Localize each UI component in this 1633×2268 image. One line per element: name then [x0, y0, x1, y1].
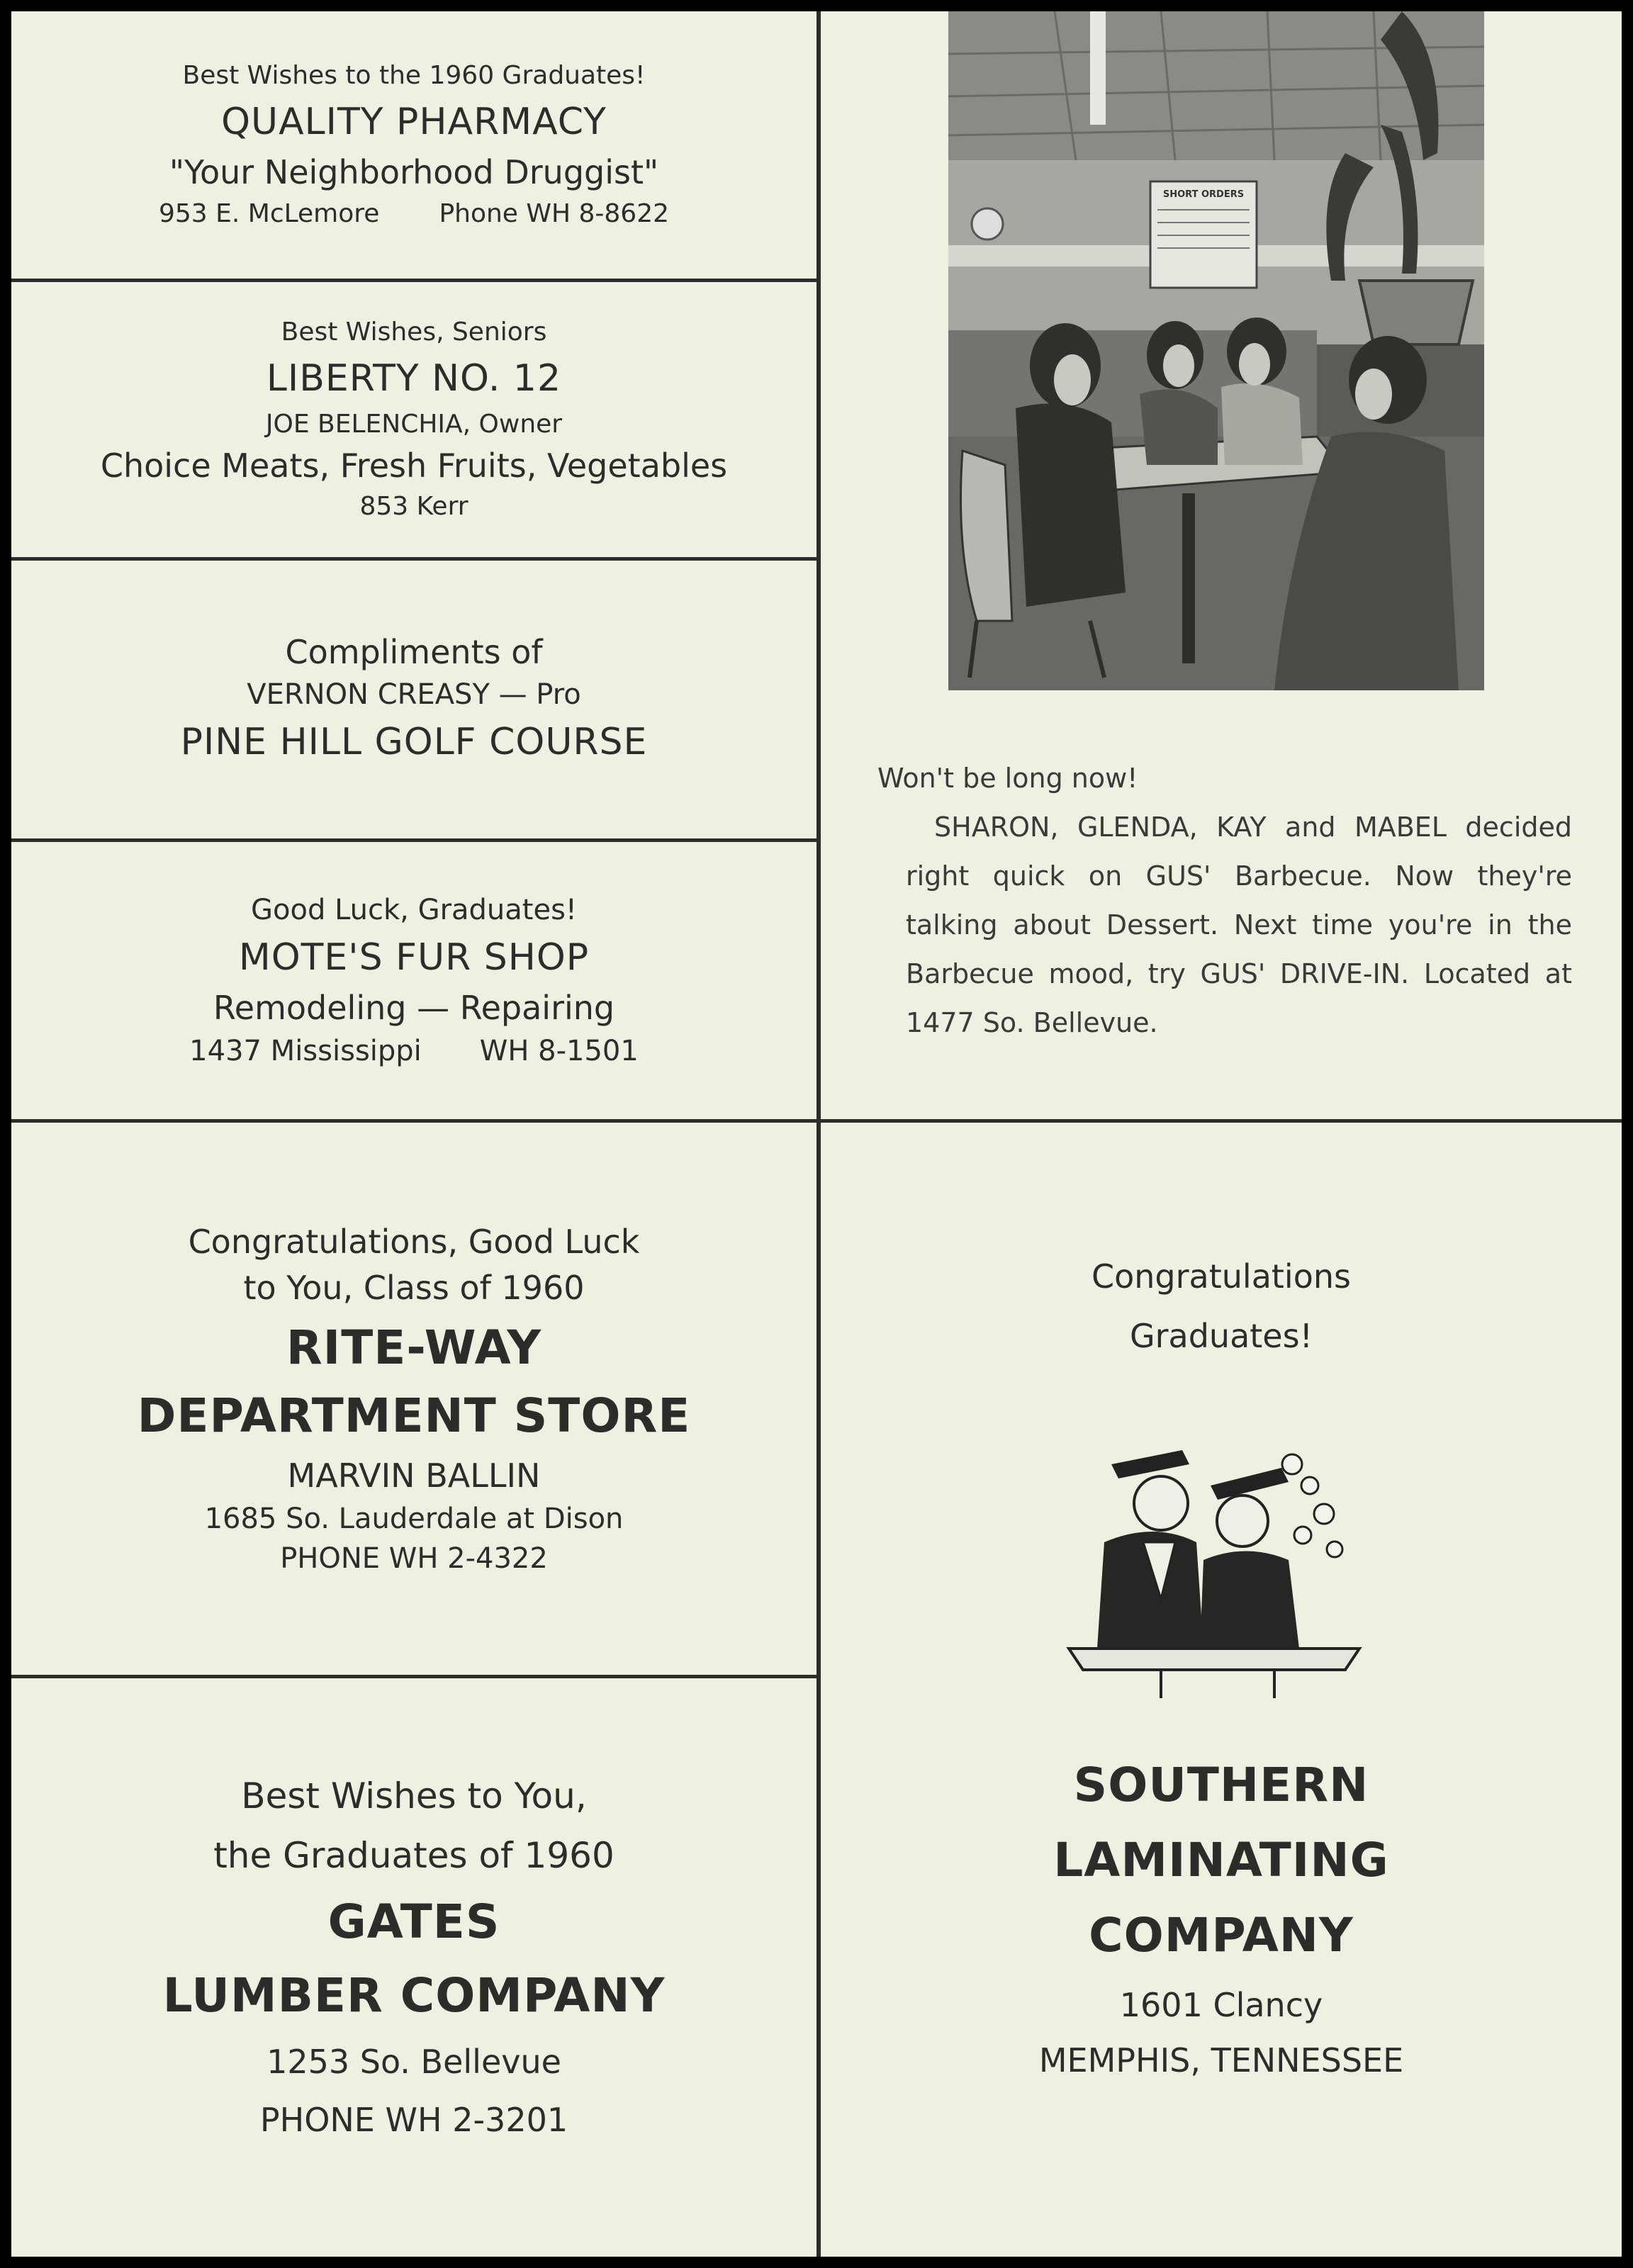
ad-city: MEMPHIS, TENNESSEE — [1038, 2041, 1404, 2079]
ad-address: 1253 So. Bellevue — [266, 2043, 561, 2081]
ad-southern-laminating-greeting — [821, 1246, 1622, 1366]
ad-greeting: Congratulations — [1092, 1257, 1351, 1296]
ad-address: 853 Kerr — [359, 492, 468, 522]
ad-motes-fur-shop — [11, 842, 816, 1119]
ad-business-name: PINE HILL GOLF COURSE — [180, 721, 648, 764]
ad-business-name: COMPANY — [1089, 1908, 1354, 1963]
ad-liberty — [11, 282, 816, 557]
short-orders-sign-text: SHORT ORDERS — [1162, 189, 1245, 200]
mortarboard-icon — [1111, 1450, 1189, 1478]
ad-business-name: SOUTHERN — [1073, 1758, 1369, 1812]
ad-phone: Phone WH 8-8622 — [439, 198, 670, 228]
ad-greeting: Graduates! — [1129, 1317, 1313, 1355]
ad-pro: VERNON CREASY — Pro — [247, 678, 581, 712]
ad-business-name: MOTE'S FUR SHOP — [238, 936, 590, 979]
ad-southern-laminating — [821, 1748, 1622, 2116]
ad-business-name: LIBERTY NO. 12 — [266, 357, 562, 400]
ad-address: 1601 Clancy — [1119, 1986, 1323, 2024]
graduates-cartoon — [1055, 1436, 1374, 1705]
ad-slogan: "Your Neighborhood Druggist" — [169, 153, 659, 192]
ad-contact-row — [189, 1031, 639, 1071]
ad-business-name: DEPARTMENT STORE — [137, 1388, 691, 1443]
ad-owner: MARVIN BALLIN — [287, 1456, 541, 1495]
caption-lead: Won't be long now! — [877, 763, 1138, 794]
ad-address: 953 E. McLemore — [158, 198, 380, 228]
ad-greeting: Best Wishes to the 1960 Graduates! — [182, 61, 646, 91]
ad-phone: PHONE WH 2-4322 — [280, 1542, 548, 1575]
ad-contact-row — [159, 196, 669, 232]
diner-photo — [948, 11, 1484, 690]
ad-greeting: Best Wishes, Seniors — [281, 317, 547, 347]
gus-drive-in-caption — [877, 754, 1572, 1048]
ad-owner: JOE BELENCHIA, Owner — [265, 409, 563, 439]
ad-business-name: GATES — [327, 1894, 500, 1949]
ad-address: 1685 So. Lauderdale at Dison — [204, 1502, 624, 1535]
ad-pine-hill — [11, 561, 816, 838]
ad-business-name: RITE-WAY — [286, 1320, 542, 1376]
ad-greeting: Best Wishes to You, — [241, 1775, 587, 1817]
yearbook-ad-page — [11, 11, 1622, 2257]
ad-business-name: LAMINATING — [1053, 1833, 1389, 1887]
ad-phone: WH 8-1501 — [479, 1034, 639, 1067]
ad-quality-pharmacy — [11, 11, 816, 279]
ad-greeting: Congratulations, Good Luck — [188, 1223, 640, 1262]
ad-services: Remodeling — Repairing — [213, 989, 615, 1028]
ad-rite-way — [11, 1123, 816, 1675]
ad-gates-lumber — [11, 1678, 816, 2257]
ad-address: 1437 Mississippi — [189, 1034, 422, 1067]
ad-greeting: Good Luck, Graduates! — [251, 894, 577, 927]
ad-greeting: the Graduates of 1960 — [213, 1835, 615, 1876]
ad-products: Choice Meats, Fresh Fruits, Vegetables — [100, 446, 728, 485]
mortarboard-icon — [1211, 1468, 1289, 1500]
ad-business-name: QUALITY PHARMACY — [221, 101, 607, 144]
ad-business-name: LUMBER COMPANY — [162, 1968, 666, 2023]
ad-phone: PHONE WH 2-3201 — [259, 2101, 568, 2139]
caption-body: SHARON, GLENDA, KAY and MABEL decided right quick on GUS' Barbecue. Now they're talking about Dessert. Next time you're in the Barbecue mood, try GUS' DRIVE-IN. Located at 1477 So. Bellevue. — [906, 812, 1572, 1038]
ad-greeting: Compliments of — [285, 632, 543, 671]
ad-greeting: to You, Class of 1960 — [243, 1268, 585, 1307]
